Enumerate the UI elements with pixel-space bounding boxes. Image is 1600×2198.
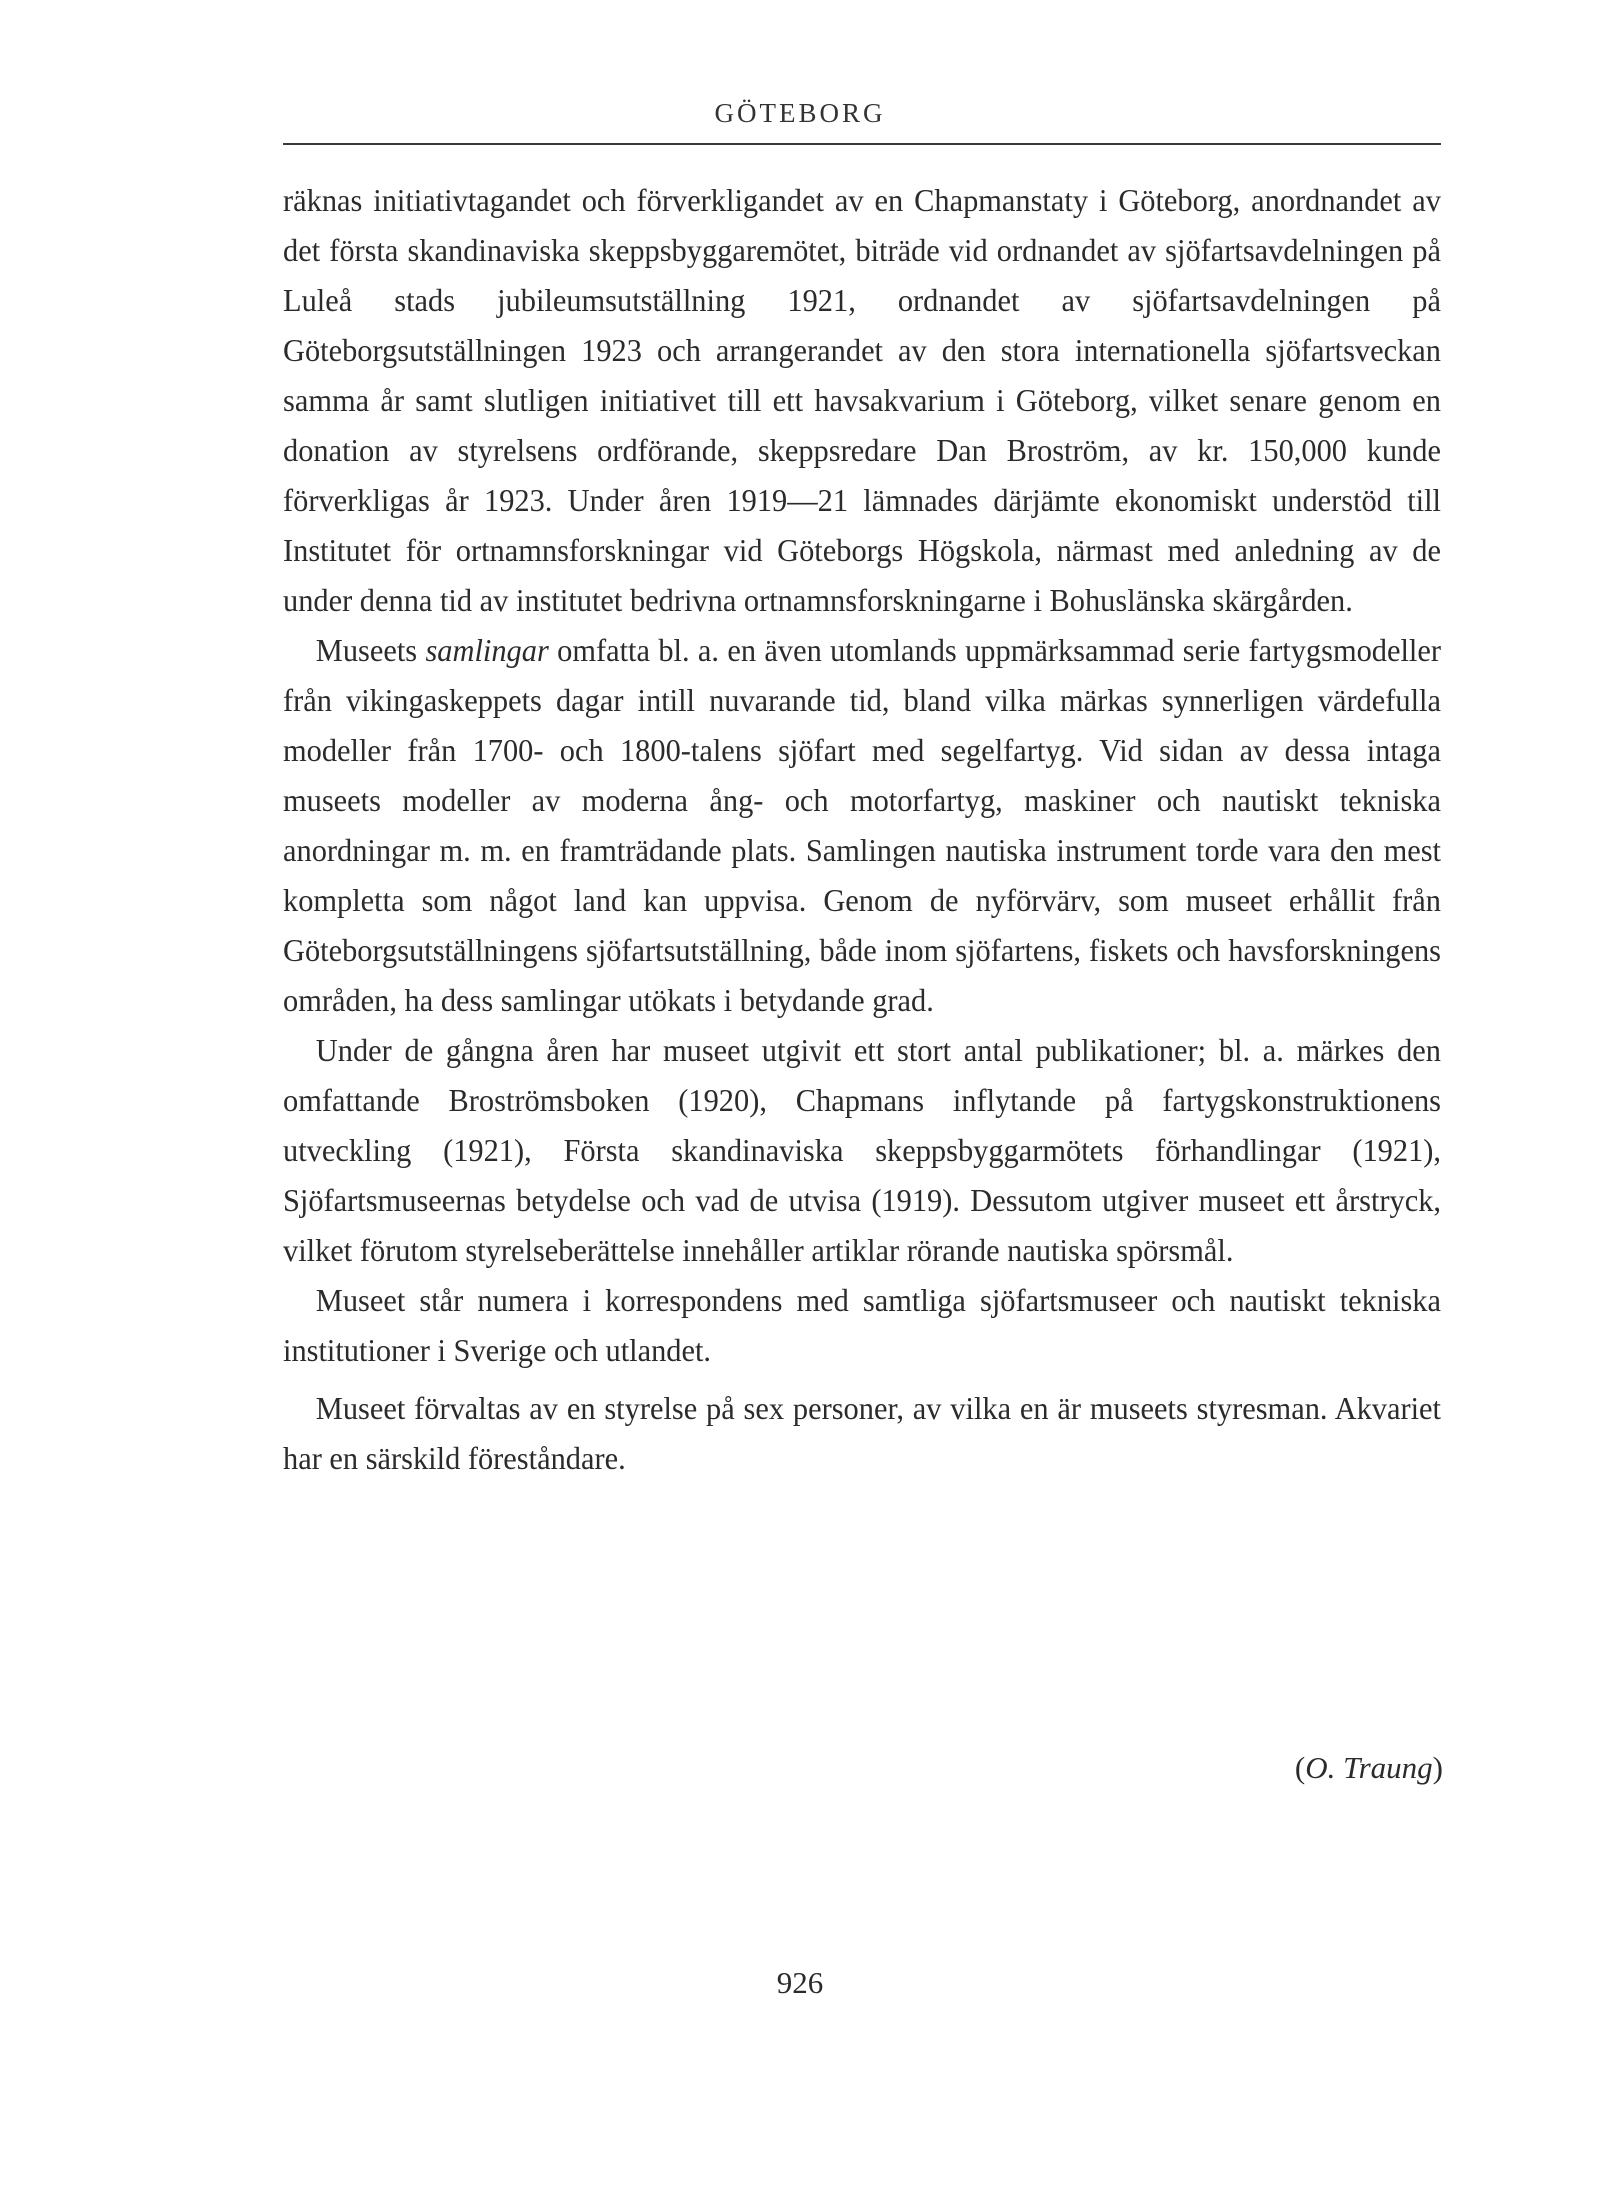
collections-lead: Museets	[315, 633, 426, 668]
paragraph-governance: Museet förvaltas av en styrelse på sex personer, av vilka en är museets styresman. Akvariet har en särskild föreståndare.	[283, 1391, 1441, 1476]
collections-rest: omfatta bl. a. en även utomlands uppmärksammad serie fartygsmodeller från vikingaskeppets dagar intill nuvarande tid, bland vilka märkas synnerligen värdefulla modeller från 1700- och 1800-talens sjöfart med segelfartyg. Vid sidan av dessa intaga museets modeller av moderna ång- och motorfartyg, maskiner och nautiskt tekniska anordningar m. m. en framträdande plats. Samlingen nautiska instrument torde vara den mest kompletta som något land kan uppvisa. Genom de nyförvärv, som museet erhållit från Göteborgsutställningens sjöfartsutställning, både inom sjöfartens, fiskets och havsforskningens områden, ha dess samlingar utökats i betydande grad.	[283, 633, 1441, 1018]
paragraph-collections	[283, 626, 1441, 1026]
paragraph-publications: Under de gångna åren har museet utgivit ett stort antal publikationer; bl. a. märkes den omfattande Broströmsboken (1920), Chapmans inflytande på fartygskonstruktionens utveckling (1921), Första skandinaviska skeppsbyggarmötets förhandlingar (1921), Sjöfartsmuseernas betydelse och vad de utvisa (1919). Dessutom utgiver museet ett årstryck, vilket förutom styrelseberättelse innehåller artiklar rörande nautiska spörsmål.	[283, 1033, 1441, 1268]
signature-close: )	[1432, 1750, 1443, 1785]
body-text	[283, 176, 1441, 1484]
collections-emphasis: samlingar	[425, 633, 549, 668]
signature-open: (	[1294, 1750, 1306, 1785]
page-number: 926	[776, 1965, 824, 2000]
author-signature	[1100, 1748, 1443, 1788]
paragraph-activities: räknas initiativtagandet och förverkligandet av en Chapmanstaty i Göteborg, anordnandet av det första skandinaviska skeppsbyggaremötet, biträde vid ordnandet av sjöfartsavdelningen på Luleå stads jubileumsutställning 1921, ordnandet av sjöfartsavdelningen på Göteborgsutställningen 1923 och arrangerandet av den stora internationella sjöfartsveckan samma år samt slutligen initiativet till ett havsakvarium i Göteborg, vilket senare genom en donation av styrelsens ordförande, skeppsredare Dan Broström, av kr. 150,000 kunde förverkligas år 1923. Under åren 1919—21 lämnades därjämte ekonomiskt understöd till Institutet för ortnamnsforskningar vid Göteborgs Högskola, närmast med anledning av de under denna tid av institutet bedrivna ortnamnsforskningarne i Bohuslänska skärgården.	[283, 183, 1441, 618]
running-head-title: GÖTEBORG	[714, 98, 886, 128]
header-rule	[283, 143, 1441, 145]
paragraph-correspondence: Museet står numera i korrespondens med samtliga sjöfartsmuseer och nautiskt tekniska institutioner i Sverige och utlandet.	[283, 1283, 1441, 1368]
signature-author: O. Traung	[1305, 1750, 1433, 1785]
